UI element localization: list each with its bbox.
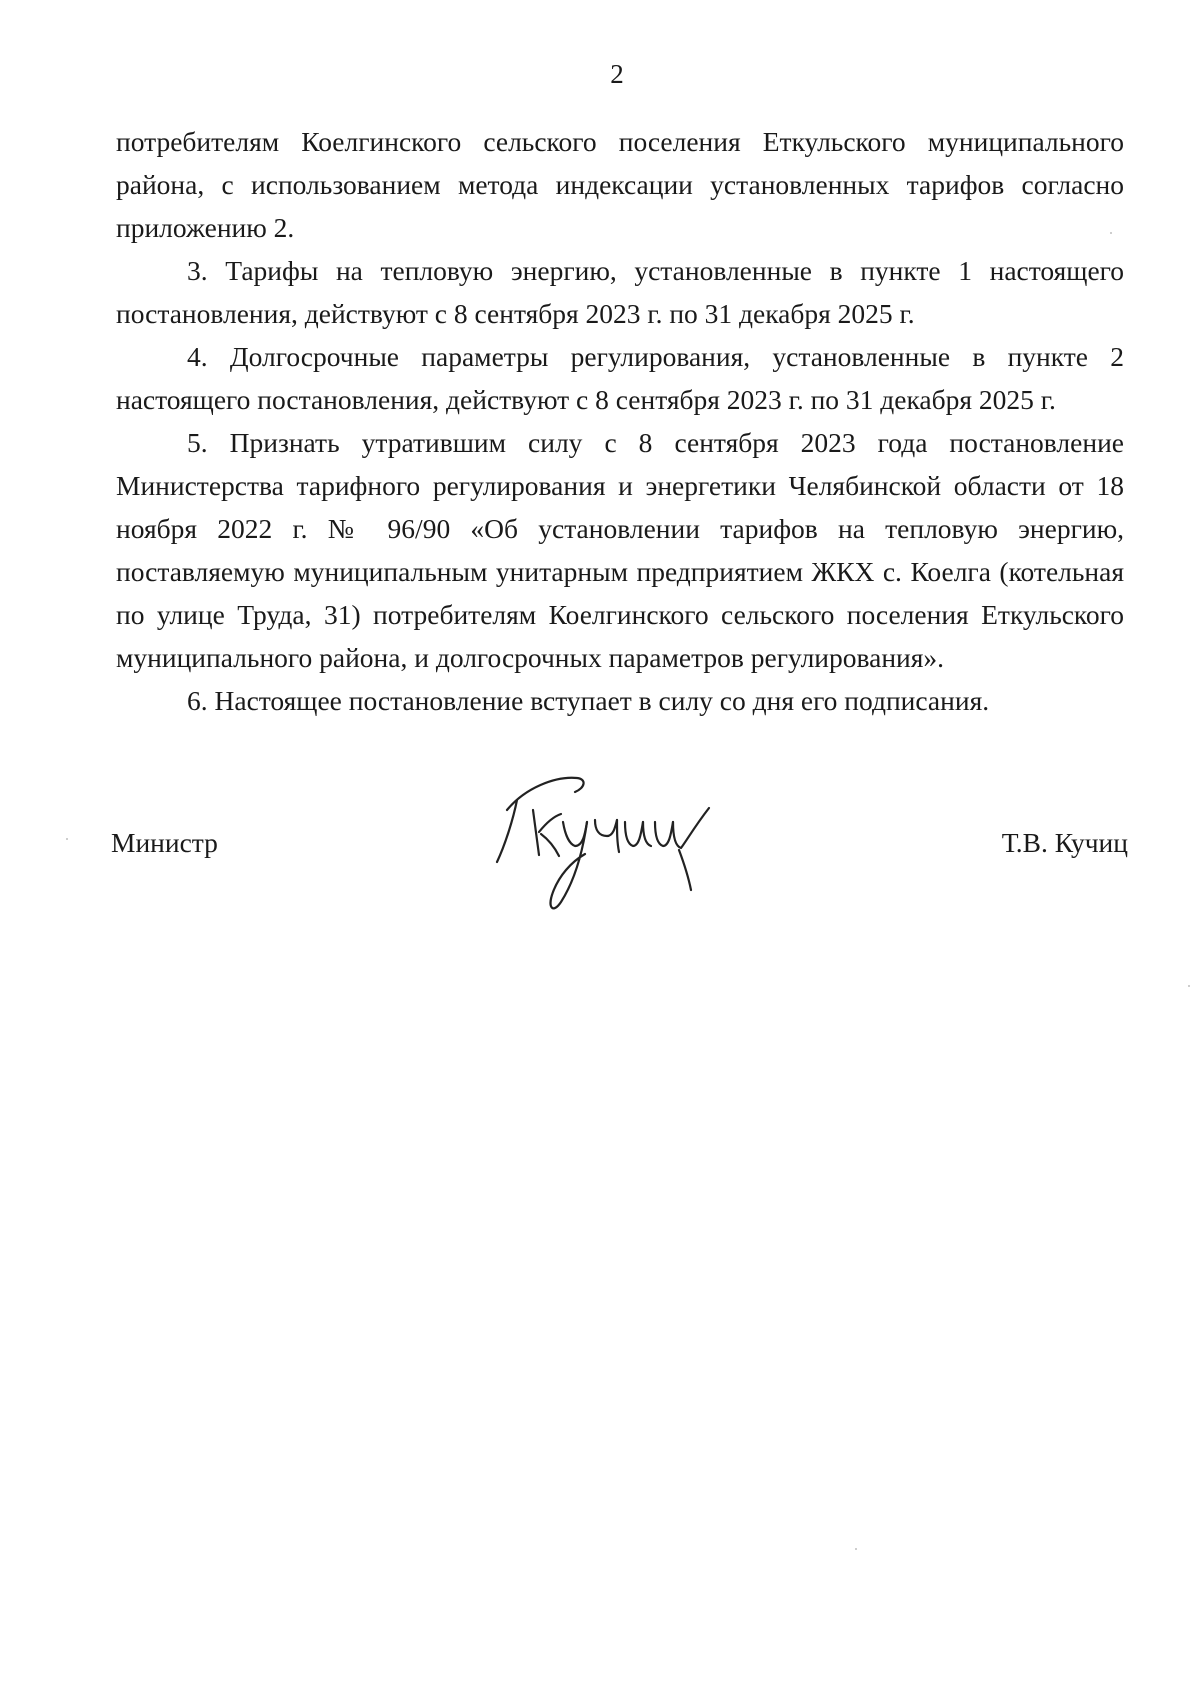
document-body [116, 120, 1124, 722]
page-number: 2 [610, 59, 624, 89]
paragraph-item-5: 5. Признать утратившим силу с 8 сентября 2023 года постановление Министерства тарифного регулирования и энергетики Челябинской области от 18 ноября 2022 г. № 96/90 «Об установлении тарифов на тепловую энергию, поставляемую муниципальным унитарным предприятием ЖКХ с. Коелга (котельная по улице Труда, 31) потребителям Коелгинского сельского поселения Еткульского муниципального района, и долгосрочных параметров регулирования». [116, 427, 1124, 673]
paragraph-continuation: потребителям Коелгинского сельского поселения Еткульского муниципального района, с использованием метода индексации установленных тарифов согласно приложению 2. [116, 126, 1124, 243]
signatory-name: Т.В. Кучиц [1001, 827, 1128, 858]
paragraph-item-4: 4. Долгосрочные параметры регулирования, установленные в пункте 2 настоящего постановления, действуют с 8 сентября 2023 г. по 31 декабря 2025 г. [116, 341, 1124, 415]
handwritten-signature [495, 770, 745, 930]
scan-artifact [66, 838, 68, 840]
scan-artifact [855, 1548, 857, 1550]
scan-artifact [1110, 232, 1112, 234]
paragraph-item-3: 3. Тарифы на тепловую энергию, установленные в пункте 1 настоящего постановления, действуют с 8 сентября 2023 г. по 31 декабря 2025 г. [116, 255, 1124, 329]
scan-artifact [1188, 985, 1190, 987]
paragraph-item-6: 6. Настоящее постановление вступает в силу со дня его подписания. [187, 685, 990, 716]
signatory-role: Министр [111, 827, 218, 858]
